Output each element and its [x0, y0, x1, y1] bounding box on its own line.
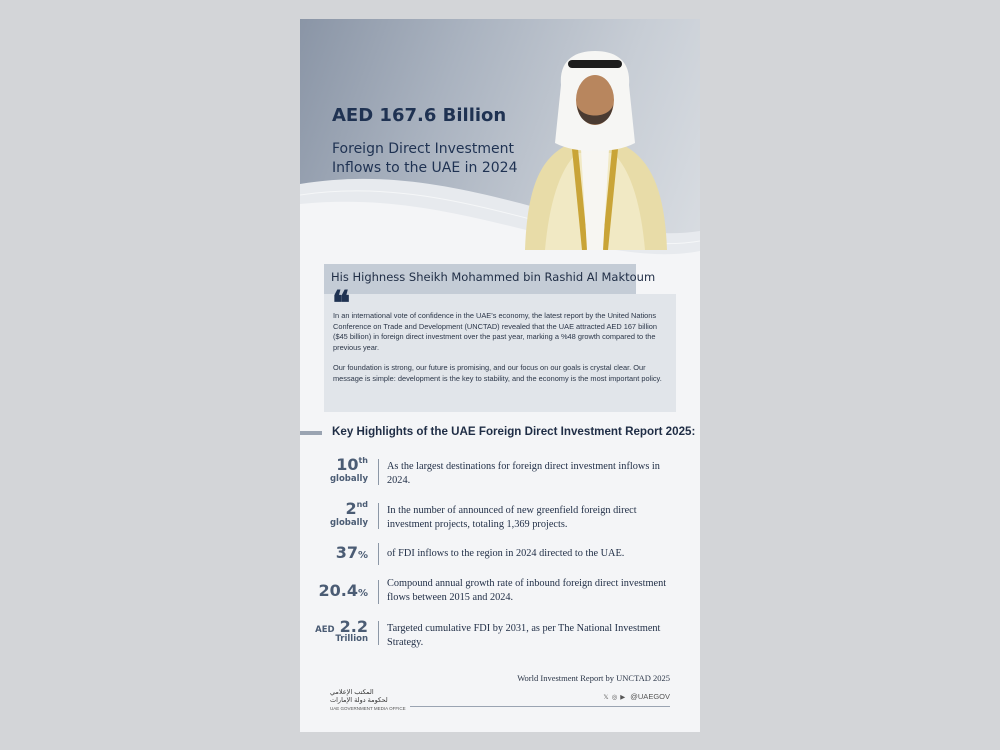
highlight-value	[345, 499, 368, 518]
quote-paragraph-1: In an international vote of confidence in the UAE’s economy, the latest report by the United Nations Conference on Trade and Development (UNCTAD) revealed that the UAE attracted AED 167 billion ($45 billion) in foreign direct investment over the past year, marking a %48 growth compared to the previous year.	[333, 311, 657, 353]
highlight-number: 2	[345, 499, 357, 518]
quote-box	[324, 294, 676, 412]
hero-banner	[300, 19, 700, 269]
highlight-suffix: th	[358, 456, 368, 465]
highlight-suffix: %	[357, 588, 368, 599]
highlight-suffix: nd	[356, 500, 368, 509]
highlight-item	[300, 617, 700, 657]
youtube-icon[interactable]: ▶	[620, 692, 626, 701]
divider	[378, 503, 379, 529]
infographic-card	[300, 19, 700, 732]
highlight-number: 10	[336, 455, 359, 474]
instagram-icon[interactable]: ◎	[611, 692, 618, 701]
logo-arabic-line-2: لحكومة دولة الإمارات	[330, 696, 388, 704]
source-note: World Investment Report by UNCTAD 2025	[517, 673, 670, 683]
portrait-image	[515, 45, 675, 250]
highlight-number: 20.4	[318, 581, 358, 600]
social-links	[603, 692, 670, 701]
highlight-text: In the number of announced of new greenfield foreign direct investment projects, totaling 1,369 projects.	[387, 505, 637, 530]
highlights-title: Key Highlights of the UAE Foreign Direct Investment Report 2025:	[332, 425, 696, 438]
highlight-suffix: %	[357, 550, 368, 561]
highlight-value	[336, 543, 368, 562]
highlight-value	[318, 581, 368, 600]
fdi-amount-heading: AED 167.6 Billion	[332, 105, 507, 126]
highlight-item	[300, 455, 700, 495]
quote-mark-icon: ❝	[332, 284, 351, 324]
social-handle[interactable]: @UAEGOV	[630, 692, 670, 701]
highlight-text: Targeted cumulative FDI by 2031, as per The National Investment Strategy.	[387, 623, 661, 648]
highlight-label: globally	[329, 518, 368, 528]
highlight-value	[336, 455, 368, 474]
highlight-item	[300, 499, 700, 539]
logo-english: UAE GOVERNMENT MEDIA OFFICE	[330, 706, 406, 711]
highlight-number: 2.2	[339, 617, 368, 636]
fdi-subtitle: Foreign Direct Investment Inflows to the UAE in 2024	[332, 141, 518, 176]
section-accent-bar	[300, 431, 322, 435]
logo-arabic-line-1: المكتب الإعلامي	[330, 688, 374, 696]
highlight-label: Trillion	[335, 634, 368, 644]
speaker-name: His Highness Sheikh Mohammed bin Rashid Al Maktoum	[324, 264, 636, 294]
x-icon[interactable]: 𝕏	[603, 692, 609, 701]
highlight-item	[300, 580, 700, 620]
divider	[378, 543, 379, 565]
highlight-text: Compound annual growth rate of inbound foreign direct investment flows between 2015 and 2024.	[387, 578, 667, 603]
highlight-prefix: AED	[315, 625, 335, 635]
highlight-text: of FDI inflows to the region in 2024 directed to the UAE.	[387, 548, 625, 559]
media-office-logo	[330, 688, 406, 711]
highlight-label: globally	[329, 474, 368, 484]
quote-paragraph-2: Our foundation is strong, our future is promising, and our focus on our goals is crystal clear. Our message is simple: development is the key to stability, and the economy is the most important policy.	[333, 362, 662, 383]
highlight-text: As the largest destinations for foreign direct investment inflows in 2024.	[387, 461, 660, 486]
footer-divider	[410, 706, 670, 707]
divider	[378, 580, 379, 604]
divider	[378, 459, 379, 485]
divider	[378, 621, 379, 645]
highlight-number: 37	[335, 543, 358, 562]
